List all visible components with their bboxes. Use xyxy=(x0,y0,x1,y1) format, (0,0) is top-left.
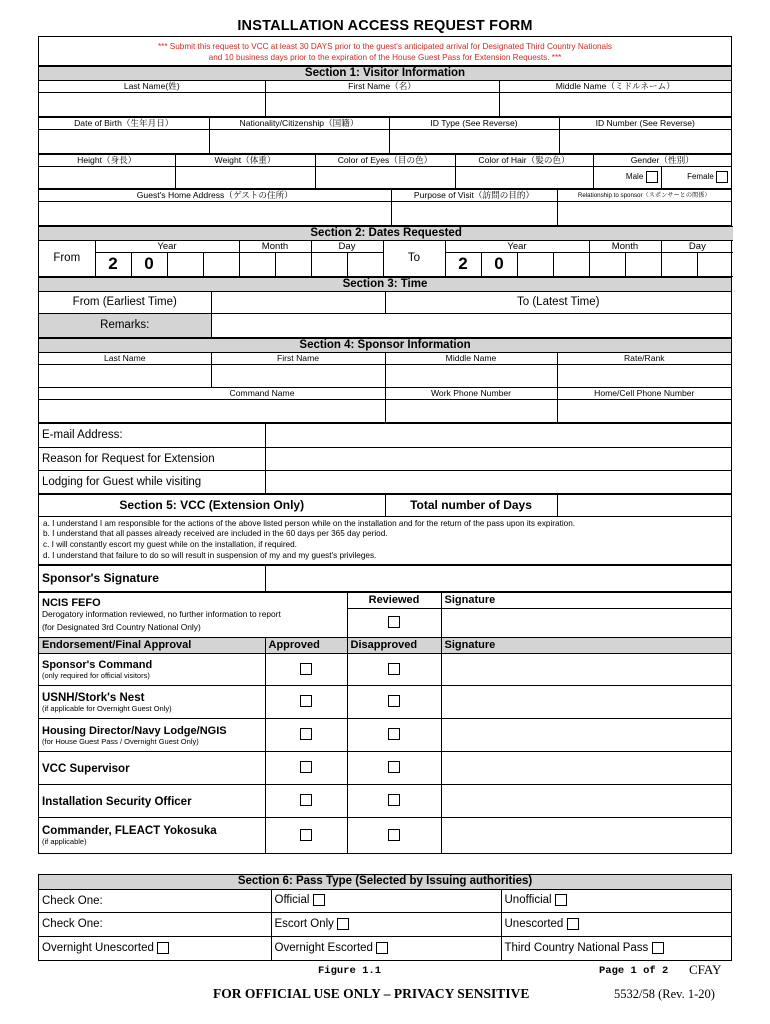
hair-field[interactable] xyxy=(455,166,593,188)
email-label: E-mail Address: xyxy=(39,423,265,447)
unescorted-option[interactable] xyxy=(501,912,731,936)
unofficial-label: Unofficial xyxy=(504,894,552,907)
disapprove-cell-4 xyxy=(347,784,441,817)
classification-footer: FOR OFFICIAL USE ONLY – PRIVACY SENSITIVE xyxy=(213,986,530,1001)
from-day-digit-2[interactable] xyxy=(347,252,383,276)
approve-cell-0 xyxy=(265,653,347,685)
approval-row-security-officer xyxy=(39,784,265,817)
unescorted-checkbox[interactable] xyxy=(567,918,579,930)
signature-field-usnh[interactable] xyxy=(441,685,731,718)
id-number-label: ID Number (See Reverse) xyxy=(559,117,731,129)
notice-table xyxy=(39,37,731,66)
weight-field[interactable] xyxy=(175,166,315,188)
disapprove-checkbox-vcc[interactable] xyxy=(388,761,400,773)
command-name-field[interactable] xyxy=(39,399,385,422)
section3-title: Section 3: Time xyxy=(39,277,731,291)
figure-caption: Figure 1.1 xyxy=(318,965,382,977)
page-number: Page 1 of 2 xyxy=(599,965,669,977)
approval-title-commander: Commander, FLEACT Yokosuka xyxy=(42,825,217,838)
signature-field-sponsors-command[interactable] xyxy=(441,653,731,685)
male-checkbox[interactable] xyxy=(646,171,658,183)
eyes-field[interactable] xyxy=(315,166,455,188)
command-name-label: Command Name xyxy=(39,387,385,399)
official-option[interactable] xyxy=(271,889,501,912)
disapprove-checkbox-usnh[interactable] xyxy=(388,695,400,707)
work-phone-field[interactable] xyxy=(385,399,557,422)
weight-label: Weight（体重） xyxy=(175,154,315,166)
to-year-label: Year xyxy=(445,240,589,252)
ncis-title: NCIS FEFO xyxy=(42,596,101,609)
to-day-digit-1[interactable] xyxy=(661,252,697,276)
third-country-label: Third Country National Pass xyxy=(504,942,649,955)
disapprove-checkbox-security-officer[interactable] xyxy=(388,794,400,806)
approval-row-vcc xyxy=(39,751,265,784)
disapprove-checkbox-sponsors-command[interactable] xyxy=(388,663,400,675)
home-address-field[interactable] xyxy=(39,201,391,225)
total-days-label: Total number of Days xyxy=(385,494,557,516)
visitor-first-name-label: First Name（名） xyxy=(265,80,499,92)
total-days-field[interactable] xyxy=(557,494,731,516)
section3-table xyxy=(39,277,731,338)
signature-field-commander[interactable] xyxy=(441,817,731,853)
visitor-first-name-field[interactable] xyxy=(265,92,499,116)
approve-cell-1 xyxy=(265,685,347,718)
ncis-line-1: Derogatory information reviewed, no further information to report xyxy=(42,608,281,619)
dob-label: Date of Birth（生年月日） xyxy=(39,117,209,129)
lodging-field[interactable] xyxy=(265,470,731,493)
approval-title-housing: Housing Director/Navy Lodge/NGIS xyxy=(42,724,227,737)
approve-cell-5 xyxy=(265,817,347,853)
nationality-field[interactable] xyxy=(209,129,389,153)
section1-row3 xyxy=(39,154,731,189)
to-label: To xyxy=(383,240,445,276)
disapproved-header: Disapproved xyxy=(347,637,441,653)
to-year-digit-4[interactable] xyxy=(553,252,589,276)
to-month-label: Month xyxy=(589,240,661,252)
nationality-label: Nationality/Citizenship（国籍） xyxy=(209,117,389,129)
ack-item-b: b. I understand that all passes already received are included in the 60 days per 365 day period. xyxy=(43,529,388,539)
hair-label: Color of Hair（髪の色） xyxy=(455,154,593,166)
approved-header: Approved xyxy=(265,637,347,653)
sponsor-signature-field[interactable] xyxy=(265,565,731,591)
section1-title: Section 1: Visitor Information xyxy=(39,66,731,80)
approval-row-sponsors-command xyxy=(39,653,265,685)
approval-row-usnh xyxy=(39,685,265,718)
official-checkbox[interactable] xyxy=(313,894,325,906)
from-day-digit-1[interactable] xyxy=(311,252,347,276)
sponsor-rank-label: Rate/Rank xyxy=(557,352,731,364)
to-day-digit-2[interactable] xyxy=(697,252,733,276)
ncis-signature-field[interactable] xyxy=(441,608,731,637)
dob-field[interactable] xyxy=(39,129,209,153)
lodging-label: Lodging for Guest while visiting xyxy=(39,470,265,493)
female-checkbox[interactable] xyxy=(716,171,728,183)
to-year-digit-1: 2 xyxy=(445,252,481,276)
section6-title: Section 6: Pass Type (Selected by Issuing authorities) xyxy=(39,875,731,889)
ncis-reviewed-cell xyxy=(347,608,441,637)
form-title: INSTALLATION ACCESS REQUEST FORM xyxy=(237,18,533,34)
approval-title-sponsors-command: Sponsor's Command xyxy=(42,659,153,672)
from-month-label: Month xyxy=(239,240,311,252)
approval-signature-header: Signature xyxy=(441,637,731,653)
approve-checkbox-housing[interactable] xyxy=(300,728,312,740)
to-year-digit-3[interactable] xyxy=(517,252,553,276)
section6-table xyxy=(39,875,731,960)
sponsor-first-name-label: First Name xyxy=(211,352,385,364)
relationship-field[interactable] xyxy=(557,201,731,225)
email-field[interactable] xyxy=(265,423,731,447)
cfay-label: CFAY xyxy=(689,962,722,977)
remarks-field[interactable] xyxy=(211,313,731,337)
signature-field-security-officer[interactable] xyxy=(441,784,731,817)
approve-checkbox-usnh[interactable] xyxy=(300,695,312,707)
ncis-signature-header: Signature xyxy=(441,592,731,608)
ack-item-a: a. I understand I am responsible for the actions of the above listed person while on the installation and for the return of the pass upon its expiration. xyxy=(43,518,576,528)
from-year-digit-2: 0 xyxy=(131,252,167,276)
to-year-digit-2: 0 xyxy=(481,252,517,276)
approvals-table xyxy=(39,592,731,854)
signature-field-housing[interactable] xyxy=(441,718,731,751)
approval-sub-usnh: (if applicable for Overnight Guest Only) xyxy=(42,703,172,713)
ack-item-c: c. I will constantly escort my guest while on the installation, if required. xyxy=(43,540,297,550)
overnight-unescorted-option[interactable] xyxy=(39,936,271,960)
from-year-label: Year xyxy=(95,240,239,252)
visitor-middle-name-field[interactable] xyxy=(499,92,731,116)
overnight-escorted-option[interactable] xyxy=(271,936,501,960)
check-one-label-2: Check One: xyxy=(39,912,271,936)
section1-row4 xyxy=(39,189,731,226)
work-phone-label: Work Phone Number xyxy=(385,387,557,399)
sponsor-extra-table xyxy=(39,423,731,494)
unescorted-label: Unescorted xyxy=(504,918,564,931)
ncis-line-2: (for Designated 3rd Country National Only) xyxy=(42,621,201,632)
visitor-middle-name-label: Middle Name（ミドルネーム） xyxy=(499,80,731,92)
approval-title-security-officer: Installation Security Officer xyxy=(42,795,192,808)
approve-cell-3 xyxy=(265,751,347,784)
sponsor-rank-field[interactable] xyxy=(557,364,731,387)
overnight-unescorted-checkbox[interactable] xyxy=(157,942,169,954)
endorsement-header: Endorsement/Final Approval xyxy=(39,637,265,653)
home-address-label: Guest's Home Address（ゲストの住所） xyxy=(39,189,391,201)
approve-checkbox-sponsors-command[interactable] xyxy=(300,663,312,675)
ncis-reviewed-checkbox[interactable] xyxy=(388,616,400,628)
id-type-field[interactable] xyxy=(389,129,559,153)
disapprove-checkbox-commander[interactable] xyxy=(388,829,400,841)
form-main-frame xyxy=(38,36,732,854)
approve-checkbox-security-officer[interactable] xyxy=(300,794,312,806)
escort-only-checkbox[interactable] xyxy=(337,918,349,930)
female-label: Female xyxy=(687,172,714,182)
overnight-unescorted-label: Overnight Unescorted xyxy=(42,942,154,955)
disapprove-cell-3 xyxy=(347,751,441,784)
disapprove-cell-5 xyxy=(347,817,441,853)
to-month-digit-2[interactable] xyxy=(625,252,661,276)
sponsor-last-name-label: Last Name xyxy=(39,352,211,364)
home-phone-label: Home/Cell Phone Number xyxy=(557,387,731,399)
ncis-cell xyxy=(39,592,347,637)
section5-table xyxy=(39,494,731,565)
official-label: Official xyxy=(274,894,310,907)
reason-label: Reason for Request for Extension xyxy=(39,447,265,470)
approval-row-commander xyxy=(39,817,265,853)
sponsor-last-name-field[interactable] xyxy=(39,364,211,387)
from-month-digit-2[interactable] xyxy=(275,252,311,276)
sponsor-middle-name-field[interactable] xyxy=(385,364,557,387)
to-time-label-text: To (Latest Time) xyxy=(517,296,600,308)
overnight-escorted-label: Overnight Escorted xyxy=(274,942,373,955)
height-label: Height（身長） xyxy=(39,154,175,166)
from-year-digit-4[interactable] xyxy=(203,252,239,276)
approval-title-usnh: USNH/Stork's Nest xyxy=(42,691,145,704)
to-time-label xyxy=(385,291,731,313)
reviewed-header: Reviewed xyxy=(347,592,441,608)
gender-label: Gender（性別） xyxy=(593,154,731,166)
disapprove-cell-0 xyxy=(347,653,441,685)
from-year-digit-3[interactable] xyxy=(167,252,203,276)
sponsor-signature-label: Sponsor's Signature xyxy=(39,565,265,591)
sponsor-first-name-field[interactable] xyxy=(211,364,385,387)
notice-line-2: and 10 business days prior to the expiration of the House Guest Pass for Extension Requests. *** xyxy=(208,52,562,62)
section2-table xyxy=(39,226,733,277)
submission-notice xyxy=(39,37,731,65)
approval-sub-sponsors-command: (only required for official visitors) xyxy=(42,671,150,681)
section1-row2 xyxy=(39,117,731,154)
approve-checkbox-vcc[interactable] xyxy=(300,761,312,773)
remarks-label: Remarks: xyxy=(39,313,211,337)
overnight-escorted-checkbox[interactable] xyxy=(376,942,388,954)
approval-title-vcc: VCC Supervisor xyxy=(42,762,130,775)
approve-cell-4 xyxy=(265,784,347,817)
from-year-digit-1: 2 xyxy=(95,252,131,276)
height-field[interactable] xyxy=(39,166,175,188)
visitor-last-name-field[interactable] xyxy=(39,92,265,116)
unofficial-checkbox[interactable] xyxy=(555,894,567,906)
section2-title: Section 2: Dates Requested xyxy=(39,226,733,240)
disapprove-cell-2 xyxy=(347,718,441,751)
acknowledgement-list xyxy=(39,516,731,564)
notice-line-1: *** Submit this request to VCC at least 30 DAYS prior to the guest's anticipated arrival for Designated Third Country Nationals xyxy=(157,41,613,51)
section4-title: Section 4: Sponsor Information xyxy=(39,338,731,352)
relationship-label: Relationship to sponsor（スポンサーとの関係） xyxy=(557,189,731,201)
ack-item-d: d. I understand that failure to do so will result in suspension of my and my guest's privileges. xyxy=(43,550,377,560)
unofficial-option[interactable] xyxy=(501,889,731,912)
to-month-digit-1[interactable] xyxy=(589,252,625,276)
check-one-label-1: Check One: xyxy=(39,889,271,912)
to-day-label: Day xyxy=(661,240,733,252)
disapprove-cell-1 xyxy=(347,685,441,718)
pass-type-frame xyxy=(38,874,732,961)
sponsor-signature-table xyxy=(39,565,731,592)
section1-table xyxy=(39,66,731,117)
approval-sub-commander: (if applicable) xyxy=(42,837,87,847)
escort-only-label: Escort Only xyxy=(274,918,334,931)
disapprove-checkbox-housing[interactable] xyxy=(388,728,400,740)
approve-cell-2 xyxy=(265,718,347,751)
from-time-field[interactable] xyxy=(211,291,385,313)
sponsor-middle-name-label: Middle Name xyxy=(385,352,557,364)
reason-field[interactable] xyxy=(265,447,731,470)
escort-only-option[interactable] xyxy=(271,912,501,936)
home-phone-field[interactable] xyxy=(557,399,731,422)
third-country-checkbox[interactable] xyxy=(652,942,664,954)
form-number: 5532/58 (Rev. 1-20) xyxy=(614,987,715,1001)
from-time-label: From (Earliest Time) xyxy=(39,291,211,313)
id-number-field[interactable] xyxy=(559,129,731,153)
approve-checkbox-commander[interactable] xyxy=(300,829,312,841)
third-country-option[interactable] xyxy=(501,936,731,960)
signature-field-vcc[interactable] xyxy=(441,751,731,784)
from-month-digit-1[interactable] xyxy=(239,252,275,276)
from-label: From xyxy=(39,240,95,276)
visitor-last-name-label: Last Name(姓) xyxy=(39,80,265,92)
gender-female-option[interactable] xyxy=(661,166,731,188)
approval-row-housing xyxy=(39,718,265,751)
section4-table xyxy=(39,338,731,423)
purpose-label: Purpose of Visit（訪問の目的） xyxy=(391,189,557,201)
section5-title: Section 5: VCC (Extension Only) xyxy=(39,494,385,516)
id-type-label: ID Type (See Reverse) xyxy=(389,117,559,129)
purpose-field[interactable] xyxy=(391,201,557,225)
eyes-label: Color of Eyes（目の色） xyxy=(315,154,455,166)
male-label: Male xyxy=(625,172,644,182)
approval-sub-housing: (for House Guest Pass / Overnight Guest Only) xyxy=(42,736,199,746)
gender-male-option[interactable] xyxy=(593,166,661,188)
from-day-label: Day xyxy=(311,240,383,252)
